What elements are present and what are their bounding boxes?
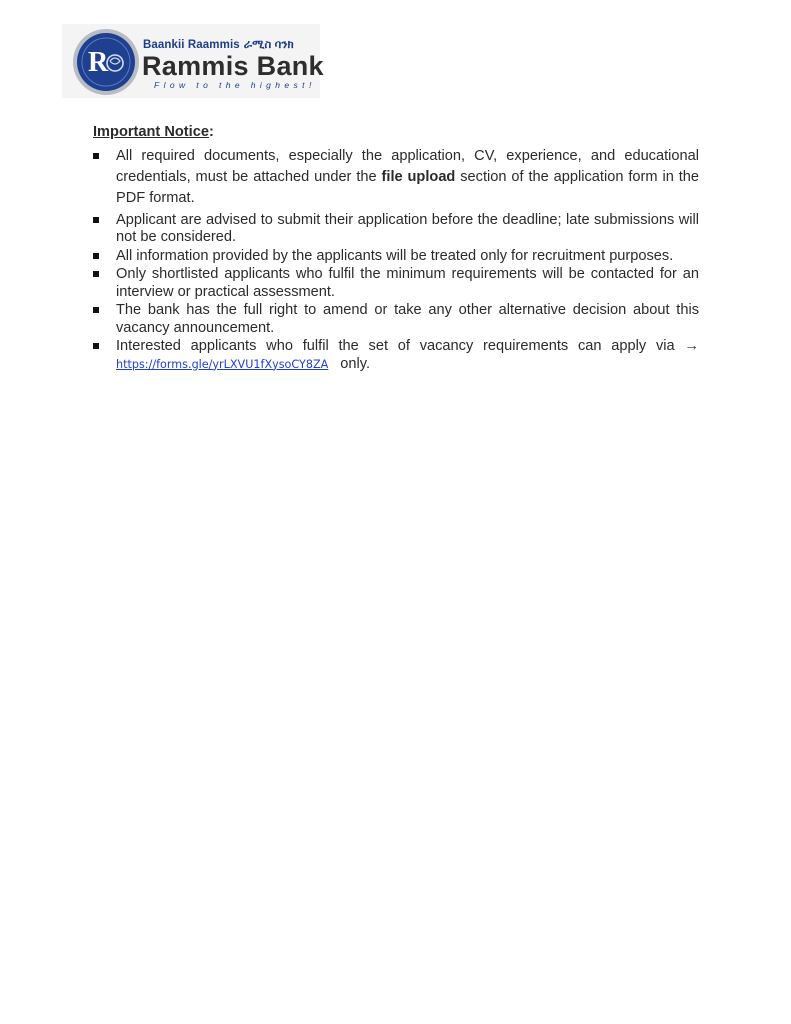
- list-item: All information provided by the applicants will be treated only for recruitment purposes.: [93, 248, 699, 266]
- bullet-icon: [93, 307, 99, 313]
- bank-emblem-icon: [70, 27, 142, 97]
- list-item: Interested applicants who fulfil the set of vacancy requirements can apply via → https://forms.gle/yrLXVU1fXysoCY8ZA only.: [93, 338, 699, 373]
- bullet-icon: [93, 253, 99, 259]
- svg-text:R: R: [88, 47, 109, 78]
- notice-heading: Important Notice:: [93, 124, 214, 140]
- bullet-icon: [93, 271, 99, 277]
- logo-amharic-name: ራሚስ ባንክ: [243, 39, 294, 51]
- logo-bank-name: Rammis Bank: [142, 51, 324, 81]
- file-upload-emphasis: file upload: [381, 168, 456, 185]
- logo-oromo-name: Baankii Raammis: [143, 39, 240, 51]
- notice-list: [93, 146, 699, 374]
- application-form-link[interactable]: https://forms.gle/yrLXVU1fXysoCY8ZA: [116, 357, 329, 371]
- logo-tagline: Flow to the highest!: [154, 80, 316, 90]
- bullet-icon: [93, 217, 99, 223]
- bullet-icon: [93, 153, 99, 159]
- list-item: Only shortlisted applicants who fulfil the minimum requirements will be contacted for an interview or practical assessment.: [93, 266, 699, 301]
- bullet-icon: [93, 343, 99, 349]
- important-notice-section: [93, 124, 699, 374]
- list-item: All required documents, especially the application, CV, experience, and educational credentials, must be attached under the file upload section of the application form in the PDF format.: [93, 146, 699, 209]
- bank-logo: [62, 24, 324, 98]
- list-item: Applicant are advised to submit their application before the deadline; late submissions will not be considered.: [93, 212, 699, 247]
- list-item: The bank has the full right to amend or take any other alternative decision about this vacancy announcement.: [93, 302, 699, 337]
